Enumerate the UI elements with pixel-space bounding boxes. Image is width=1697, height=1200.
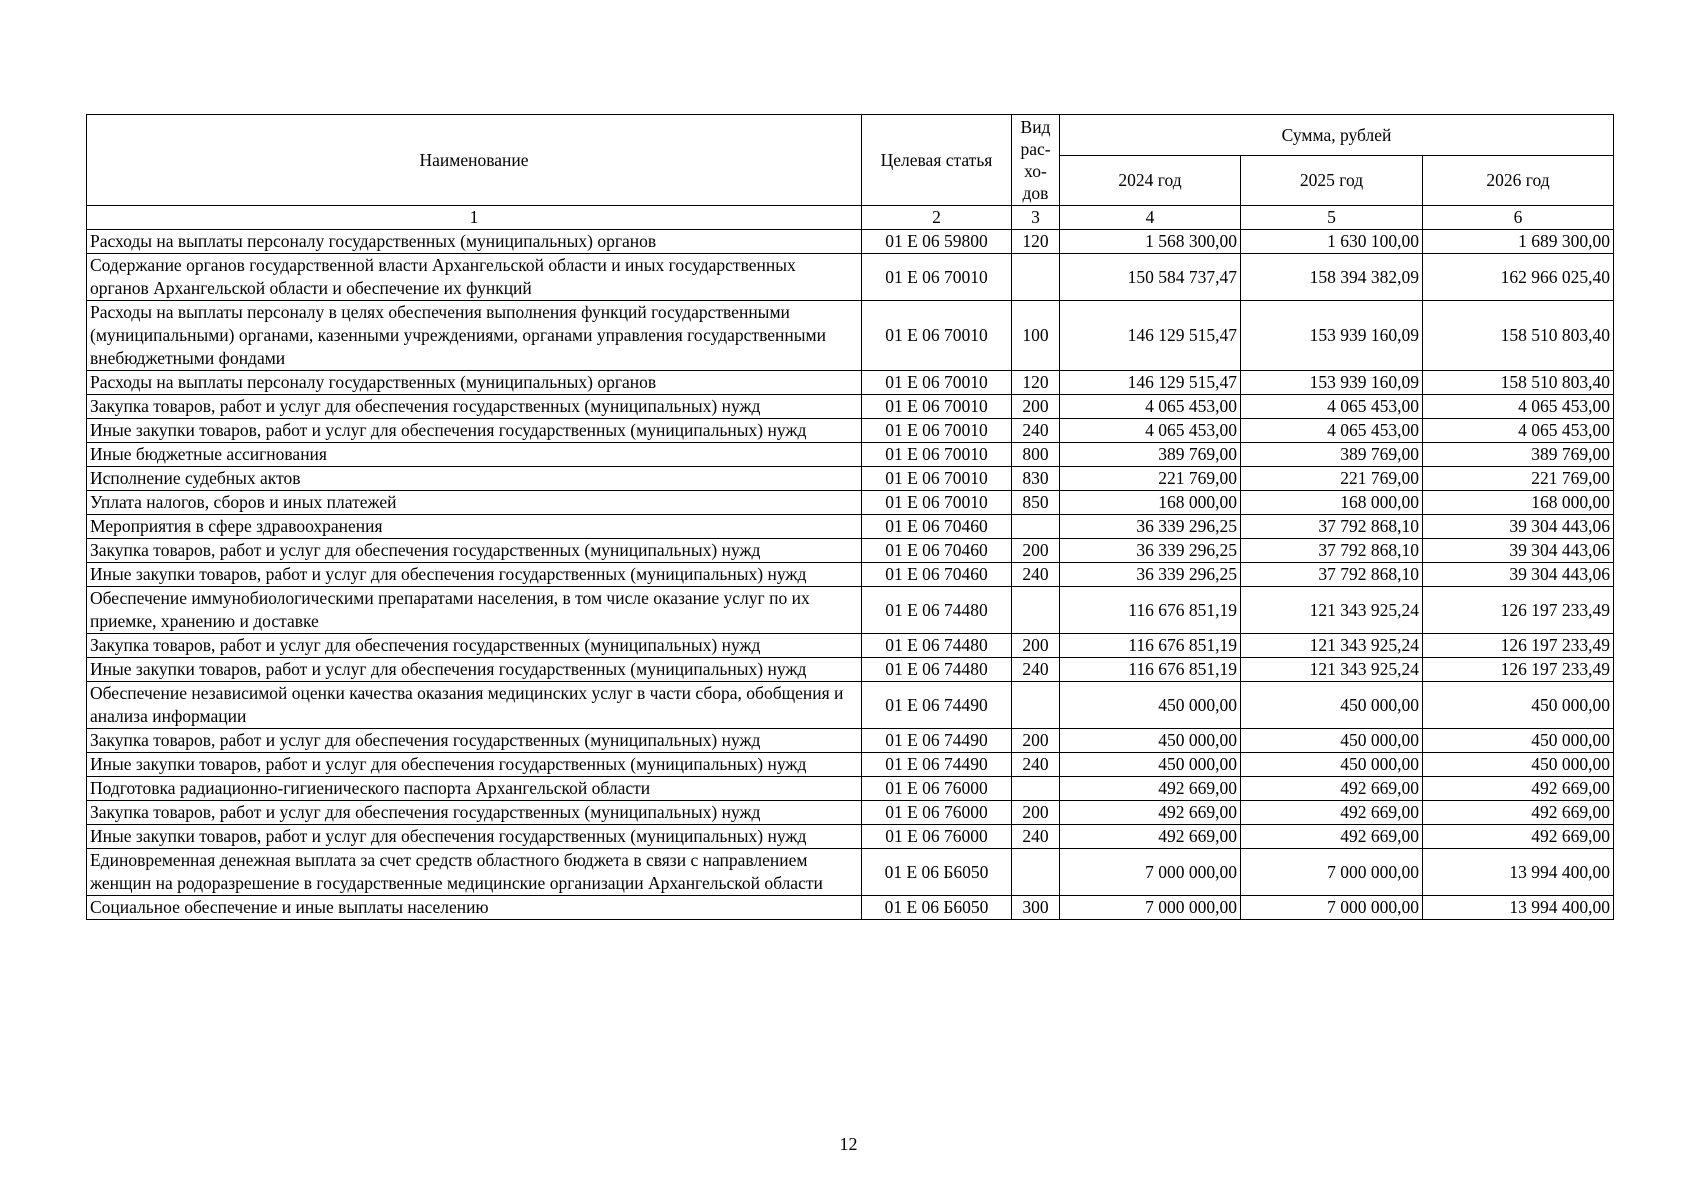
row-sum-2025: 492 669,00 [1241, 801, 1423, 825]
row-sum-2025: 37 792 868,10 [1241, 515, 1423, 539]
row-sum-2024: 1 568 300,00 [1060, 230, 1241, 254]
row-name: Иные закупки товаров, работ и услуг для обеспечения государственных (муниципальных) нужд [87, 825, 862, 849]
table-row [87, 563, 1614, 587]
row-sum-2024: 4 065 453,00 [1060, 395, 1241, 419]
row-sum-2024: 492 669,00 [1060, 801, 1241, 825]
table-row [87, 230, 1614, 254]
row-sum-2026: 13 994 400,00 [1423, 896, 1614, 920]
row-expense-kind: 300 [1012, 896, 1060, 920]
row-sum-2026: 13 994 400,00 [1423, 849, 1614, 896]
row-sum-2025: 121 343 925,24 [1241, 658, 1423, 682]
row-name: Иные закупки товаров, работ и услуг для обеспечения государственных (муниципальных) нужд [87, 563, 862, 587]
row-sum-2026: 126 197 233,49 [1423, 634, 1614, 658]
row-sum-2025: 168 000,00 [1241, 491, 1423, 515]
row-name: Единовременная денежная выплата за счет средств областного бюджета в связи с направлением женщин на родоразрешение в государственные медицинские организации Архангельской области [87, 849, 862, 896]
table-row [87, 443, 1614, 467]
row-target-article: 01 Е 06 70010 [862, 419, 1012, 443]
row-target-article: 01 Е 06 70010 [862, 371, 1012, 395]
row-target-article: 01 Е 06 76000 [862, 777, 1012, 801]
row-sum-2025: 7 000 000,00 [1241, 896, 1423, 920]
row-sum-2025: 37 792 868,10 [1241, 563, 1423, 587]
row-target-article: 01 Е 06 Б6050 [862, 896, 1012, 920]
row-target-article: 01 Е 06 70010 [862, 491, 1012, 515]
row-name: Обеспечение независимой оценки качества оказания медицинских услуг в части сбора, обобщения и анализа информации [87, 682, 862, 729]
row-sum-2025: 1 630 100,00 [1241, 230, 1423, 254]
budget-table [86, 114, 1614, 920]
row-name: Исполнение судебных актов [87, 467, 862, 491]
row-sum-2025: 450 000,00 [1241, 753, 1423, 777]
row-target-article: 01 Е 06 76000 [862, 801, 1012, 825]
row-target-article: 01 Е 06 74490 [862, 729, 1012, 753]
row-expense-kind: 200 [1012, 634, 1060, 658]
row-sum-2026: 168 000,00 [1423, 491, 1614, 515]
row-name: Иные бюджетные ассигнования [87, 443, 862, 467]
row-sum-2026: 389 769,00 [1423, 443, 1614, 467]
header-target-article: Целевая статья [862, 115, 1012, 206]
row-sum-2024: 7 000 000,00 [1060, 849, 1241, 896]
row-sum-2024: 146 129 515,47 [1060, 371, 1241, 395]
table-body [87, 230, 1614, 920]
row-expense-kind: 200 [1012, 395, 1060, 419]
row-sum-2025: 121 343 925,24 [1241, 634, 1423, 658]
table-row [87, 777, 1614, 801]
row-sum-2024: 36 339 296,25 [1060, 515, 1241, 539]
row-target-article: 01 Е 06 74480 [862, 634, 1012, 658]
row-sum-2025: 492 669,00 [1241, 825, 1423, 849]
row-target-article: 01 Е 06 70010 [862, 443, 1012, 467]
row-sum-2025: 153 939 160,09 [1241, 301, 1423, 371]
row-expense-kind: 850 [1012, 491, 1060, 515]
row-sum-2025: 7 000 000,00 [1241, 849, 1423, 896]
row-sum-2026: 450 000,00 [1423, 682, 1614, 729]
row-sum-2025: 492 669,00 [1241, 777, 1423, 801]
column-number: 2 [862, 206, 1012, 230]
row-sum-2024: 146 129 515,47 [1060, 301, 1241, 371]
row-expense-kind: 830 [1012, 467, 1060, 491]
row-sum-2026: 492 669,00 [1423, 825, 1614, 849]
table-row [87, 419, 1614, 443]
row-target-article: 01 Е 06 70460 [862, 563, 1012, 587]
row-sum-2024: 7 000 000,00 [1060, 896, 1241, 920]
row-sum-2025: 221 769,00 [1241, 467, 1423, 491]
row-sum-2026: 450 000,00 [1423, 753, 1614, 777]
table-row [87, 467, 1614, 491]
row-name: Закупка товаров, работ и услуг для обеспечения государственных (муниципальных) нужд [87, 634, 862, 658]
column-number: 3 [1012, 206, 1060, 230]
row-expense-kind [1012, 849, 1060, 896]
row-name: Иные закупки товаров, работ и услуг для обеспечения государственных (муниципальных) нужд [87, 753, 862, 777]
row-sum-2025: 4 065 453,00 [1241, 395, 1423, 419]
row-sum-2024: 168 000,00 [1060, 491, 1241, 515]
row-name: Расходы на выплаты персоналу в целях обеспечения выполнения функций государственными (муниципальными) органами, казенными учреждениями, органами управления государственными внебюджетными фондами [87, 301, 862, 371]
row-expense-kind: 200 [1012, 801, 1060, 825]
row-sum-2026: 1 689 300,00 [1423, 230, 1614, 254]
row-sum-2026: 162 966 025,40 [1423, 254, 1614, 301]
table-row [87, 254, 1614, 301]
table-row [87, 634, 1614, 658]
row-target-article: 01 Е 06 70460 [862, 539, 1012, 563]
row-target-article: 01 Е 06 70010 [862, 467, 1012, 491]
table-row [87, 658, 1614, 682]
row-sum-2026: 158 510 803,40 [1423, 301, 1614, 371]
row-sum-2024: 450 000,00 [1060, 729, 1241, 753]
row-sum-2024: 492 669,00 [1060, 777, 1241, 801]
table-row [87, 395, 1614, 419]
row-expense-kind [1012, 587, 1060, 634]
row-expense-kind: 800 [1012, 443, 1060, 467]
row-expense-kind: 200 [1012, 539, 1060, 563]
row-name: Иные закупки товаров, работ и услуг для обеспечения государственных (муниципальных) нужд [87, 658, 862, 682]
row-target-article: 01 Е 06 70010 [862, 395, 1012, 419]
header-expense-kind: Вид рас-хо-дов [1012, 115, 1060, 206]
row-sum-2025: 37 792 868,10 [1241, 539, 1423, 563]
row-sum-2026: 39 304 443,06 [1423, 563, 1614, 587]
row-name: Социальное обеспечение и иные выплаты населению [87, 896, 862, 920]
row-name: Содержание органов государственной власти Архангельской области и иных государственных органов Архангельской области и обеспечение их функций [87, 254, 862, 301]
row-sum-2026: 39 304 443,06 [1423, 539, 1614, 563]
column-number: 4 [1060, 206, 1241, 230]
table-row [87, 301, 1614, 371]
row-name: Закупка товаров, работ и услуг для обеспечения государственных (муниципальных) нужд [87, 395, 862, 419]
row-target-article: 01 Е 06 59800 [862, 230, 1012, 254]
table-row [87, 801, 1614, 825]
row-sum-2026: 126 197 233,49 [1423, 587, 1614, 634]
row-sum-2026: 158 510 803,40 [1423, 371, 1614, 395]
table-row [87, 729, 1614, 753]
row-name: Закупка товаров, работ и услуг для обеспечения государственных (муниципальных) нужд [87, 539, 862, 563]
row-sum-2024: 116 676 851,19 [1060, 658, 1241, 682]
table-row [87, 587, 1614, 634]
row-expense-kind: 240 [1012, 825, 1060, 849]
row-sum-2024: 150 584 737,47 [1060, 254, 1241, 301]
column-number: 5 [1241, 206, 1423, 230]
row-expense-kind: 120 [1012, 230, 1060, 254]
row-sum-2024: 36 339 296,25 [1060, 563, 1241, 587]
row-expense-kind: 240 [1012, 658, 1060, 682]
row-sum-2024: 450 000,00 [1060, 753, 1241, 777]
row-expense-kind: 240 [1012, 563, 1060, 587]
row-sum-2025: 450 000,00 [1241, 729, 1423, 753]
row-target-article: 01 Е 06 70010 [862, 254, 1012, 301]
header-year-2025: 2025 год [1241, 156, 1423, 206]
table-row [87, 849, 1614, 896]
table-row [87, 539, 1614, 563]
row-sum-2024: 492 669,00 [1060, 825, 1241, 849]
row-sum-2026: 492 669,00 [1423, 801, 1614, 825]
row-target-article: 01 Е 06 74490 [862, 682, 1012, 729]
row-sum-2024: 450 000,00 [1060, 682, 1241, 729]
table-row [87, 515, 1614, 539]
row-expense-kind [1012, 682, 1060, 729]
row-target-article: 01 Е 06 Б6050 [862, 849, 1012, 896]
table-row [87, 371, 1614, 395]
row-sum-2024: 116 676 851,19 [1060, 634, 1241, 658]
page-number: 12 [839, 1134, 858, 1154]
row-target-article: 01 Е 06 70460 [862, 515, 1012, 539]
row-sum-2025: 389 769,00 [1241, 443, 1423, 467]
row-expense-kind [1012, 777, 1060, 801]
row-sum-2024: 4 065 453,00 [1060, 419, 1241, 443]
row-sum-2024: 36 339 296,25 [1060, 539, 1241, 563]
row-sum-2024: 116 676 851,19 [1060, 587, 1241, 634]
table-row [87, 682, 1614, 729]
row-expense-kind [1012, 254, 1060, 301]
column-number-row [87, 206, 1614, 230]
table-row [87, 753, 1614, 777]
row-name: Закупка товаров, работ и услуг для обеспечения государственных (муниципальных) нужд [87, 729, 862, 753]
row-name: Мероприятия в сфере здравоохранения [87, 515, 862, 539]
row-name: Иные закупки товаров, работ и услуг для обеспечения государственных (муниципальных) нужд [87, 419, 862, 443]
row-target-article: 01 Е 06 76000 [862, 825, 1012, 849]
row-target-article: 01 Е 06 70010 [862, 301, 1012, 371]
row-expense-kind: 240 [1012, 419, 1060, 443]
row-sum-2024: 221 769,00 [1060, 467, 1241, 491]
row-sum-2025: 4 065 453,00 [1241, 419, 1423, 443]
table-row [87, 491, 1614, 515]
row-sum-2026: 126 197 233,49 [1423, 658, 1614, 682]
row-sum-2026: 492 669,00 [1423, 777, 1614, 801]
row-target-article: 01 Е 06 74490 [862, 753, 1012, 777]
row-sum-2025: 121 343 925,24 [1241, 587, 1423, 634]
row-sum-2025: 153 939 160,09 [1241, 371, 1423, 395]
header-name: Наименование [87, 115, 862, 206]
row-sum-2026: 4 065 453,00 [1423, 419, 1614, 443]
header-year-2024: 2024 год [1060, 156, 1241, 206]
row-name: Подготовка радиационно-гигиенического паспорта Архангельской области [87, 777, 862, 801]
row-expense-kind [1012, 515, 1060, 539]
row-expense-kind: 200 [1012, 729, 1060, 753]
row-sum-2024: 389 769,00 [1060, 443, 1241, 467]
row-expense-kind: 100 [1012, 301, 1060, 371]
table-row [87, 825, 1614, 849]
row-sum-2026: 4 065 453,00 [1423, 395, 1614, 419]
column-number: 6 [1423, 206, 1614, 230]
table-row [87, 896, 1614, 920]
row-sum-2026: 39 304 443,06 [1423, 515, 1614, 539]
row-target-article: 01 Е 06 74480 [862, 658, 1012, 682]
row-name: Обеспечение иммунобиологическими препаратами населения, в том числе оказание услуг по их приемке, хранению и доставке [87, 587, 862, 634]
row-sum-2025: 450 000,00 [1241, 682, 1423, 729]
row-sum-2026: 450 000,00 [1423, 729, 1614, 753]
row-expense-kind: 240 [1012, 753, 1060, 777]
header-sum: Сумма, рублей [1060, 115, 1614, 156]
row-sum-2026: 221 769,00 [1423, 467, 1614, 491]
column-number: 1 [87, 206, 862, 230]
row-expense-kind: 120 [1012, 371, 1060, 395]
row-target-article: 01 Е 06 74480 [862, 587, 1012, 634]
row-name: Расходы на выплаты персоналу государственных (муниципальных) органов [87, 230, 862, 254]
row-sum-2025: 158 394 382,09 [1241, 254, 1423, 301]
header-year-2026: 2026 год [1423, 156, 1614, 206]
row-name: Уплата налогов, сборов и иных платежей [87, 491, 862, 515]
row-name: Закупка товаров, работ и услуг для обеспечения государственных (муниципальных) нужд [87, 801, 862, 825]
row-name: Расходы на выплаты персоналу государственных (муниципальных) органов [87, 371, 862, 395]
